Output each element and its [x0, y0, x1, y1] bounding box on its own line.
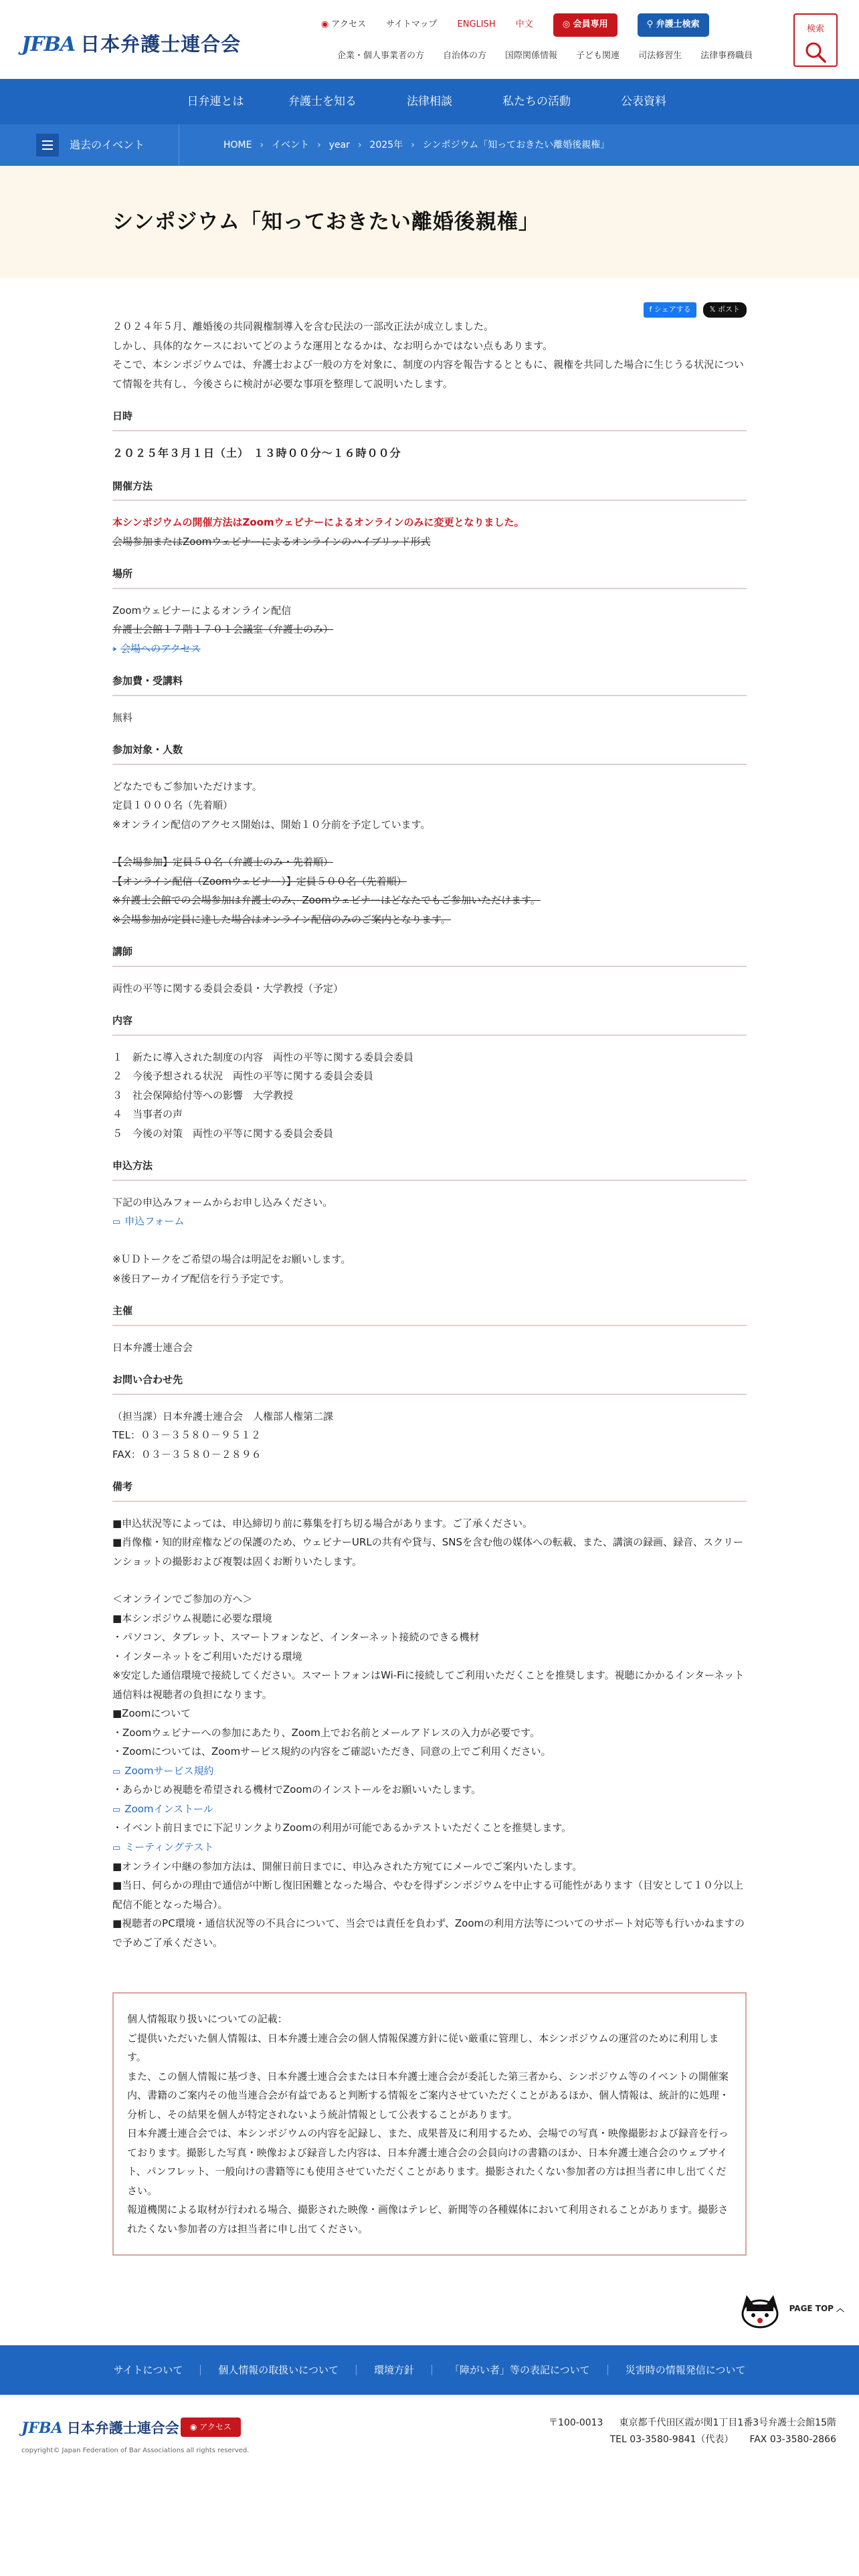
search-label: 検索 — [806, 24, 824, 34]
section-label: 過去のイベント — [70, 138, 145, 151]
facebook-share-button[interactable] — [644, 302, 696, 318]
venue-access-link[interactable]: › 会場へのアクセス — [112, 639, 747, 659]
footer-access-button[interactable] — [181, 2418, 241, 2437]
section-method — [112, 477, 747, 552]
privacy-line: また、この個人情報に基づき、日本弁護士連合会または日本弁護士連合会が委託した第三者から、シンポジウム等のイベントの開催案内、書籍のご案内その他当連合会が有益であると判断する情報をご案内させていただくことがあるほか、個人情報は、統計的に処理・分析し、その結果を個人が特定されないよう統計情報として公表することがあります。 — [127, 2070, 730, 2121]
main-content — [112, 278, 747, 2256]
sitemap-link[interactable]: サイトマップ — [385, 19, 438, 29]
section-heading: 講師 — [112, 942, 747, 967]
section-notes — [112, 1477, 747, 1952]
place-line: Zoomウェビナーによるオンライン配信 — [112, 604, 292, 617]
main-nav — [0, 79, 859, 124]
x-post-button[interactable] — [703, 302, 747, 318]
fee-text: 無料 — [112, 711, 133, 724]
section-heading: 開催方法 — [112, 477, 747, 502]
intro-line: しかし、具体的なケースにおいてどのような運用となるかは、なお明らかではない点もあります。 — [112, 339, 553, 352]
target-struck: 【オンライン配信（Zoomウェビナー）】定員５００名（先着順） — [112, 875, 407, 887]
mainnav-item[interactable]: 私たちの活動 — [502, 95, 571, 108]
subnav-item[interactable]: 企業・個人事業者の方 — [337, 51, 425, 61]
site-logo[interactable] — [21, 25, 241, 64]
logo-mark: JFBA — [21, 33, 76, 56]
section-heading: 備考 — [112, 1477, 747, 1502]
target-struck: ※弁護士会館での会場参加は弁護士のみ、Zoomウェビナーはどなたでもご参加いただけます。 — [112, 894, 541, 907]
section-host — [112, 1301, 747, 1357]
notes-line: ・Zoomウェビナーへの参加にあたり、Zoom上でお名前とメールアドレスの入力が必要です。 — [112, 1726, 540, 1739]
footer-nav-item[interactable]: 個人情報の取扱いについて — [200, 2365, 356, 2375]
section-speaker — [112, 942, 747, 998]
mainnav-item[interactable]: 公表資料 — [621, 95, 666, 108]
map-pin-icon: ◉ — [190, 2422, 200, 2432]
breadcrumb — [179, 136, 609, 154]
notes-line: ・インターネットをご利用いただける環境 — [112, 1650, 302, 1662]
site-footer — [0, 2395, 859, 2555]
search-button[interactable] — [793, 13, 838, 67]
mainnav-item[interactable]: 法律相談 — [407, 95, 452, 108]
crumb-sep: › — [357, 139, 362, 150]
map-pin-icon: ◉ — [321, 19, 329, 29]
target-struck: ※会場参加が定員に達した場合はオンライン配信のみのご案内となります。 — [112, 913, 451, 926]
meeting-test-link[interactable]: ▭ ミーティングテスト — [112, 1838, 747, 1857]
notes-line: ■Zoomについて — [112, 1707, 191, 1720]
privacy-line: ご提供いただいた個人情報は、日本弁護士連合会の個人情報保護方針に従い厳重に管理し、本シンポジウムの運営のために利用します。 — [127, 2032, 719, 2064]
x-icon: 𝕏 — [709, 305, 718, 314]
title-band — [0, 166, 859, 278]
apply-note: ※ＵＤトークをご希望の場合は明記をお願いします。 — [112, 1253, 351, 1266]
intro-line: そこで、本シンポジウムでは、弁護士および一般の方を対象に、制度の内容を報告するとともに、親権を共同した場合に生じうる状況について情報を共有し、今後さらに検討が必要な事項を整理して説明いたします。 — [112, 358, 744, 390]
section-fee — [112, 671, 747, 727]
section-heading: 日時 — [112, 407, 747, 431]
site-header — [0, 0, 859, 79]
subnav-item[interactable]: 自治体の方 — [443, 51, 487, 61]
section-place — [112, 564, 747, 658]
chevron-up-icon: ︿ — [836, 2303, 844, 2313]
contents-item: ２ 今後予想される状況 両性の平等に関する委員会委員 — [112, 1070, 374, 1083]
crumb-events[interactable]: イベント — [272, 139, 310, 150]
lock-icon: ◎ — [562, 19, 573, 29]
facebook-share-label: シェアする — [654, 305, 691, 314]
notes-line: ■オンライン中継の参加方法は、開催日前日までに、申込みされた方宛てにメールでご案内いたします。 — [112, 1860, 583, 1872]
subnav-item[interactable]: 法律事務職員 — [700, 51, 753, 61]
notes-line: ■本シンポジウム視聴に必要な環境 — [112, 1612, 272, 1624]
target-struck: 【会場参加】定員５０名（弁護士のみ・先着順） — [112, 856, 334, 869]
facebook-icon: f — [649, 305, 654, 314]
postal-code: 〒100-0013 — [549, 2418, 603, 2429]
privacy-notice-box — [112, 1992, 747, 2256]
page-top-label: PAGE TOP — [789, 2303, 834, 2313]
page-top-button[interactable] — [733, 2288, 844, 2329]
section-heading: 参加費・受講料 — [112, 671, 747, 696]
subnav-item[interactable]: 子ども関連 — [576, 51, 620, 61]
contact-line: FAX：０３－３５８０－２８９６ — [112, 1448, 262, 1461]
notes-line: ■当日、何らかの理由で通信が中断し復旧困難となった場合、やむを得ずシンポジウムを中止する可能性があります（目安として１０分以上配信不能となった場合）。 — [112, 1879, 744, 1911]
zoom-install-link[interactable]: ▭ Zoomインストール — [112, 1800, 747, 1819]
breadcrumb-bar — [0, 124, 859, 166]
contact-line: TEL：０３－３５８０－９５１２ — [112, 1429, 261, 1442]
event-date: ２０２５年３月１日（土） １３時００分～１６時００分 — [112, 446, 401, 459]
privacy-line: 日本弁護士連合会では、本シンポジウムの内容を記録し、また、成果普及に利用するため、会場での写真・映像撮影および録音を行っております。撮影した写真・映像および録音した内容は、日本弁護士連合会の会員向けの書籍のほか、日本弁護士連合会のウェブサイト、パンフレット、一般向けの書籍等にも使用させていただくことがあります。撮影されたくない参加者の方は担当者に申し出てください。 — [127, 2127, 729, 2197]
target-line: ※オンライン配信のアクセス開始は、開始１０分前を予定しています。 — [112, 818, 431, 831]
section-heading: お問い合わせ先 — [112, 1370, 747, 1395]
footer-nav — [0, 2345, 859, 2395]
privacy-line: 報道機関による取材が行われる場合、撮影された映像・画像はテレビ、新聞等の各種媒体において利用されることがあります。撮影されたくない参加者の方は担当者に申し出てください。 — [127, 2204, 729, 2235]
section-menu[interactable] — [0, 124, 179, 166]
section-heading: 申込方法 — [112, 1156, 747, 1181]
section-contact — [112, 1370, 747, 1464]
section-contents — [112, 1011, 747, 1143]
chinese-link[interactable]: 中文 — [515, 19, 533, 29]
footer-nav-item[interactable]: 環境方針 — [356, 2365, 432, 2375]
method-struck: 会場参加またはZoomウェビナーによるオンラインのハイブリッド形式 — [112, 535, 431, 548]
street-address: 東京都千代田区霞が関1丁目1番3号弁護士会館15階 — [619, 2418, 836, 2429]
apply-line: 下記の申込みフォームからお申し込みください。 — [112, 1196, 333, 1208]
apply-note: ※後日アーカイブ配信を行う予定です。 — [112, 1272, 290, 1285]
intro-line: ２０２４年５月、離婚後の共同親権制導入を含む民法の一部改正法が成立しました。 — [112, 320, 494, 332]
mainnav-item[interactable]: 日弁連とは — [187, 95, 244, 108]
utility-nav — [321, 13, 709, 37]
footer-logo-mark: JFBA — [21, 2420, 63, 2438]
menu-icon — [36, 134, 59, 156]
host-text: 日本弁護士連合会 — [112, 1341, 193, 1354]
access-link[interactable] — [321, 17, 366, 33]
notes-line: ・イベント前日までに下記リンクよりZoomの利用が可能であるかテストいただくことを推奨します。 — [112, 1822, 572, 1834]
notes-line: ・あらかじめ視聴を希望される機材でZoomのインストールをお願いいたします。 — [112, 1784, 482, 1796]
application-form-link[interactable]: ▭ 申込フォーム — [112, 1212, 747, 1231]
lawyer-search-label: 弁護士検索 — [656, 19, 700, 29]
mascot-icon — [733, 2288, 787, 2329]
tel-number: TEL 03-3580-9841（代表） — [609, 2434, 734, 2446]
notes-line: ＜オンラインでご参加の方へ＞ — [112, 1593, 253, 1606]
notes-line: ■肖像権・知的財産権などの保護のため、ウェビナーURLの共有や貸与、SNSを含む他の媒体への転載、また、講演の録画、録音、スクリーンショットの撮影および複製は固くお断りいたします。 — [112, 1536, 744, 1568]
crumb-sep: › — [411, 139, 415, 150]
footer-address — [549, 2415, 836, 2448]
footer-logo[interactable] — [21, 2415, 179, 2443]
contents-item: １ 新たに導入された制度の内容 両性の平等に関する委員会委員 — [112, 1051, 414, 1063]
target-line: 定員１０００名（先着順） — [112, 799, 233, 812]
lawyer-search-button[interactable] — [638, 13, 709, 37]
page-title: シンポジウム「知っておきたい離婚後親権」 — [112, 210, 540, 234]
footer-access-label: アクセス — [199, 2422, 231, 2432]
crumb-current: シンポジウム「知っておきたい離婚後親権」 — [422, 139, 610, 150]
share-buttons — [644, 302, 747, 318]
copyright: copyright© Japan Federation of Bar Associations all rights reserved. — [21, 2447, 250, 2455]
target-line: どなたでもご参加いただけます。 — [112, 780, 262, 792]
members-label: 会員専用 — [573, 19, 608, 29]
notes-line: ■視聴者のPC環境・通信状況等の不具合について、当会では責任を負わず、Zoomの利用方法等についてのサポート対応等も行いかねますので予めご了承ください。 — [112, 1917, 745, 1949]
subnav-item[interactable]: 国際関係情報 — [505, 51, 558, 61]
x-post-label: ポスト — [718, 305, 740, 314]
zoom-terms-link[interactable]: ▭ Zoomサービス規約 — [112, 1761, 747, 1781]
section-heading: 内容 — [112, 1011, 747, 1036]
notes-line: ・パソコン、タブレット、スマートフォンなど、インターネット接続のできる機材 — [112, 1631, 480, 1644]
crumb-sep: › — [260, 139, 264, 150]
logo-text: 日本弁護士連合会 — [80, 32, 242, 56]
crumb-year[interactable]: year — [328, 139, 350, 150]
access-label: アクセス — [331, 19, 366, 29]
contents-item: ４ 当事者の声 — [112, 1108, 183, 1121]
footer-logo-text: 日本弁護士連合会 — [66, 2420, 179, 2437]
footer-nav-item[interactable]: 災害時の情報発信について — [607, 2365, 763, 2375]
crumb-home[interactable]: HOME — [223, 139, 252, 150]
footer-nav-item[interactable]: サイトについて — [113, 2364, 183, 2377]
notes-line: ■申込状況等によっては、申込締切り前に募集を打ち切る場合があります。ご了承ください。 — [112, 1517, 533, 1529]
members-button[interactable] — [553, 13, 617, 37]
privacy-line: 個人情報取り扱いについての記載： — [127, 2013, 288, 2026]
section-heading: 参加対象・人数 — [112, 740, 747, 765]
subnav-item[interactable]: 司法修習生 — [638, 51, 682, 61]
mainnav-item[interactable]: 弁護士を知る — [288, 95, 357, 108]
section-heading: 場所 — [112, 564, 747, 589]
crumb-2025[interactable]: 2025年 — [369, 139, 403, 150]
notes-line: ・Zoomについては、Zoomサービス規約の内容をご確認いただき、同意の上でご利用ください。 — [112, 1745, 551, 1758]
sub-nav — [337, 48, 753, 65]
contents-item: ３ 社会保障給付等への影響 大学教授 — [112, 1089, 294, 1101]
search-icon — [804, 41, 827, 64]
notes-line: ※安定した通信環境で接続してください。スマートフォンはWi-Fiに接続してご利用いただくことを推奨します。視聴にかかるインターネット通信料は視聴者の負担になります。 — [112, 1669, 745, 1701]
person-icon: ⚲ — [646, 19, 656, 29]
section-target — [112, 740, 747, 929]
section-heading: 主催 — [112, 1301, 747, 1326]
footer-nav-item[interactable]: 「障がい者」等の表記について — [432, 2365, 607, 2375]
speaker-text: 両性の平等に関する委員会委員・大学教授（予定） — [112, 982, 344, 994]
contents-item: ５ 今後の対策 両性の平等に関する委員会委員 — [112, 1127, 334, 1140]
fax-number: FAX 03-3580-2866 — [749, 2434, 836, 2446]
section-apply — [112, 1156, 747, 1288]
english-link[interactable]: ENGLISH — [457, 19, 496, 29]
section-date — [112, 407, 747, 463]
method-alert: 本シンポジウムの開催方法はZoomウェビナーによるオンラインのみに変更となりました。 — [112, 516, 524, 529]
place-struck: 弁護士会館１７階１７０１会議室（弁護士のみ） — [112, 623, 334, 636]
contact-line: （担当課）日本弁護士連合会 人権部人権第二課 — [112, 1410, 334, 1422]
crumb-sep: › — [317, 139, 321, 150]
